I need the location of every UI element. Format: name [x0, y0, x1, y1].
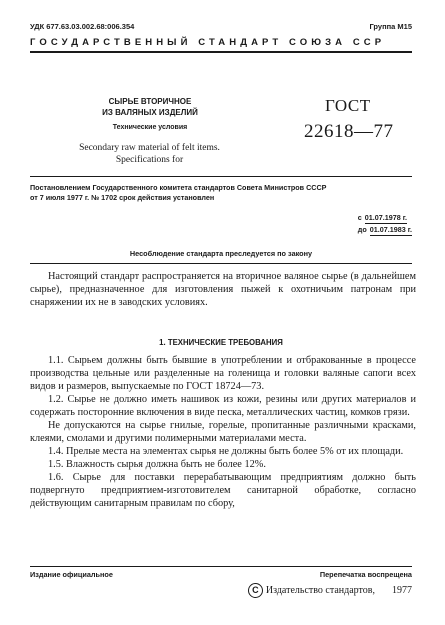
- valid-from-date: 01.07.1978 г.: [364, 213, 408, 222]
- valid-from-prefix: с: [357, 213, 362, 222]
- gost-number: 22618—77: [304, 121, 394, 142]
- title-ru: [70, 96, 230, 118]
- decree-line2: от 7 июля 1977 г. № 1702 срок действия установлен: [30, 193, 215, 202]
- paragraph-1-3: Не допускаются на сырье гнилые, горелые, пропитанные различными красками, клеями, смолами и другими полимерными материалами места.: [30, 420, 416, 444]
- title-en-line1: Secondary raw material of felt items.: [79, 143, 220, 153]
- warning-rule: [30, 263, 412, 264]
- paragraph-1-2: 1.2. Сырье не должно иметь нашивок из кожи, резины или других материалов и содержать посторонние включения в виде песка, металлических частиц, комков грязи.: [30, 394, 416, 418]
- intro-paragraph: [30, 270, 416, 309]
- paragraph-1-5: 1.5. Влажность сырья должна быть не более 12%.: [48, 459, 266, 470]
- publisher-year: 1977: [392, 585, 412, 596]
- group-code: Группа М15: [369, 22, 412, 31]
- header-rule: [30, 51, 412, 53]
- title-en-line2: Specifications for: [115, 155, 184, 165]
- standard-header: ГОСУДАРСТВЕННЫЙ СТАНДАРТ СОЮЗА ССР: [30, 37, 386, 48]
- valid-to: [358, 224, 412, 236]
- section1-body: [30, 354, 416, 510]
- law-warning: Несоблюдение стандарта преследуется по закону: [129, 249, 313, 258]
- publisher-name: Издательство стандартов,: [265, 585, 375, 596]
- paragraph-1-4: 1.4. Прелые места на элементах сырья не должны быть более 5% от их площади.: [48, 446, 404, 457]
- section-heading: 1. ТЕХНИЧЕСКИЕ ТРЕБОВАНИЯ: [159, 338, 283, 347]
- copyright-icon: C: [248, 583, 263, 598]
- official-edition: Издание официальное: [30, 570, 113, 579]
- title-rule: [30, 176, 412, 177]
- publisher: [248, 583, 412, 598]
- title-en: [62, 142, 237, 166]
- validity-dates: [358, 212, 412, 236]
- intro-text: Настоящий стандарт распространяется на вторичное валяное сырье (в дальнейшем сырье), предназначенное для изготовления пыжей к охотничьим патронам при снаряжении их не в заводских условиях.: [30, 271, 416, 308]
- paragraph-1-1: 1.1. Сырьем должны быть бывшие в употреблении и отбракованные в процессе производства цельные или разделенные на голенища и головки валяные сапоги всех видов и размеров, выпускаемые по ГОСТ 18724—73.: [30, 355, 416, 392]
- valid-to-prefix: до: [357, 225, 367, 234]
- footer-rule: [30, 566, 412, 567]
- paragraph-1-6: 1.6. Сырье для поставки перерабатывающим предприятиям должно быть подвергнуто предприятием-изготовителем санитарной обработке, согласно действующим санитарным правилам по сбору,: [30, 472, 416, 509]
- decree-line1: Постановлением Государственного комитета стандартов Совета Министров СССР: [30, 183, 327, 192]
- valid-to-date: 01.07.1983 г.: [369, 225, 412, 234]
- reprint-prohibited: Перепечатка воспрещена: [319, 570, 412, 579]
- valid-from: [358, 212, 412, 224]
- decree-text: [30, 183, 415, 203]
- subtitle-ru: Технические условия: [112, 124, 188, 131]
- title-ru-line1: СЫРЬЕ ВТОРИЧНОЕ: [108, 97, 192, 106]
- udk-code: УДК 677.63.03.002.68:006.354: [30, 22, 135, 31]
- title-ru-line2: ИЗ ВАЛЯНЫХ ИЗДЕЛИЙ: [102, 108, 198, 117]
- gost-label: ГОСТ: [325, 96, 371, 115]
